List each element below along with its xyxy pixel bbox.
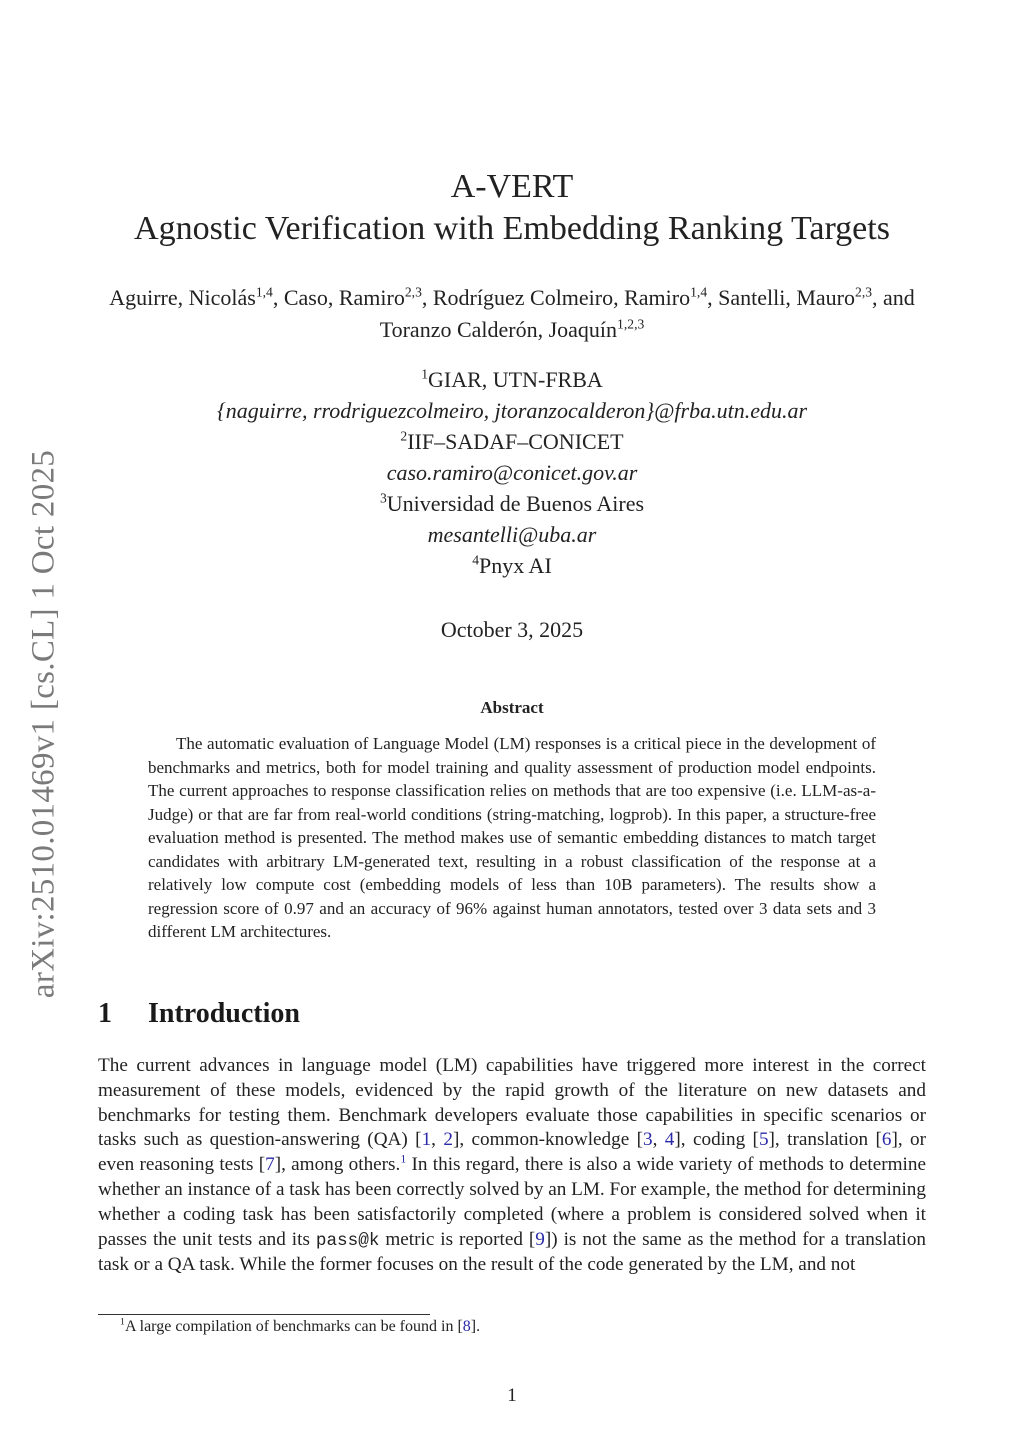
title-line-1: A-VERT [450, 168, 574, 205]
author-list [90, 282, 934, 346]
citation-link[interactable]: 1 [421, 1129, 432, 1151]
publication-date: October 3, 2025 [440, 617, 584, 642]
affiliation-email: {naguirre, rrodriguezcolmeiro, jtoranzocalderon}@frba.utn.edu.ar [216, 398, 808, 423]
citation-link[interactable]: 6 [881, 1129, 892, 1151]
author: Santelli, Mauro$^{2,3}$, and [718, 284, 915, 310]
footnote-divider [98, 1314, 430, 1315]
page-number: 1 [507, 1385, 517, 1406]
citation-link[interactable]: 3 [643, 1129, 653, 1151]
citation-link[interactable]: 2 [443, 1129, 453, 1151]
affiliation-name: $^2$IIF–SADAF–CONICET [400, 428, 624, 454]
citation-link[interactable]: 8 [462, 1318, 471, 1335]
affiliation-email: mesantelli@uba.ar [427, 522, 597, 547]
abstract-body: The automatic evaluation of Language Model (LM) responses is a critical piece in the development of benchmarks and metrics, both for model training and quality assessment of production model endpoints. The current approaches to response classification relies on methods that are too expensive (i.e. LLM-as-a-Judge) or that are far from real-world conditions (string-matching, logprob). In this paper, a structure-free evaluation method is presented. The method makes use of semantic embedding distances to match target candidates with arbitrary LM-generated text, resulting in a robust classification of the response at a relatively low compute cost (embedding models of less than 10B parameters). The results show a regression score of 0.97 and an accuracy of 96% against human annotators, tested over 3 data sets and 3 different LM architectures. [148, 734, 876, 941]
affiliation-name: $^4$Pnyx AI [472, 552, 552, 578]
affiliation-name: $^3$Universidad de Buenos Aires [379, 490, 645, 516]
author: Toranzo Calderón, Joaquín$^{1,2,3}$ [379, 316, 645, 342]
footnote: $^1$A large compilation of benchmarks can be found in [8]. [120, 1316, 481, 1335]
author: Rodríguez Colmeiro, Ramiro$^{1,4}$, [432, 284, 719, 310]
affiliation-list [90, 364, 934, 581]
citation-link[interactable]: 4 [664, 1129, 675, 1151]
introduction-paragraph: The current advances in language model (LM) capabilities have triggered more interest in the correct measurement of these models, evidenced by the rapid growth of the literature on new datasets and benchmarks for testing them. Benchmark developers evaluate those capabilities in specific scenarios or tasks such as question-answering (QA) [1, 2], common-knowledge [3, 4], coding [5], translation [6], or even reasoning tests [7], among others.$^1$ In this regard, there is also a wide variety of methods to determine whether an instance of a task has been correctly solved by an LM. For example, the method for determining whether a coding task has been satisfactorily completed (where a problem is considered solved when it passes the unit tests and its pass@k metric is reported [9]) is not the same as the method for a translation task or a QA task. While the former focuses on the result of the code generated by the LM, and not [98, 1055, 927, 1276]
section-number: 1 [98, 998, 112, 1029]
affiliation-email: caso.ramiro@conicet.gov.ar [386, 460, 638, 485]
arxiv-identifier-stamp: arXiv:2510.01469v1 [cs.CL] 1 Oct 2025 [25, 449, 62, 999]
author: Aguirre, Nicolás$^{1,4}$, [109, 284, 284, 310]
inline-code: pass@k [315, 1230, 380, 1251]
paper-title [0, 166, 1024, 250]
citation-link[interactable]: 9 [535, 1228, 545, 1250]
citation-link[interactable]: 7 [265, 1154, 275, 1176]
affiliation-name: $^1$GIAR, UTN-FRBA [421, 366, 603, 392]
section-heading [98, 998, 300, 1030]
title-line-2: Agnostic Verification with Embedding Ranking Targets [134, 210, 890, 247]
footnote-marker-link[interactable]: 1 [400, 1151, 407, 1166]
citation-link[interactable]: 5 [758, 1129, 769, 1151]
abstract-heading: Abstract [480, 698, 544, 717]
author: Caso, Ramiro$^{2,3}$, [283, 284, 433, 310]
section-title: Introduction [148, 998, 300, 1029]
